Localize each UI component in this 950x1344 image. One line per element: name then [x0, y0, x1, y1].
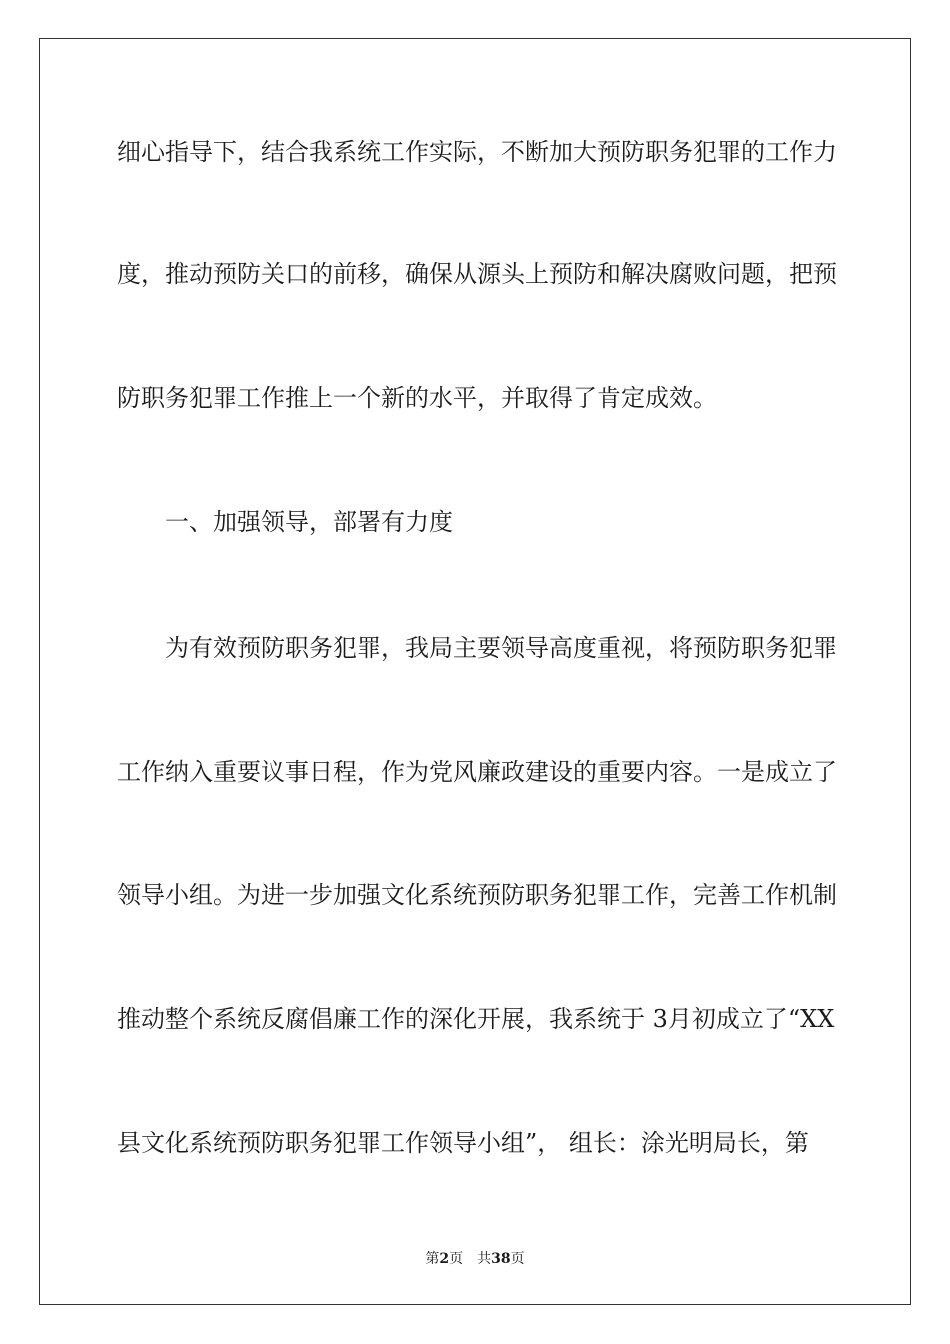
body-text-line: 领导小组。为进一步加强文化系统预防职务犯罪工作，完善工作机制	[117, 881, 837, 909]
body-text-line: 细心指导下，结合我系统工作实际，不断加大预防职务犯罪的工作力	[117, 138, 837, 166]
body-text-line: 推动整个系统反腐倡廉工作的深化开展，我系统于 3月初成立了“XX	[117, 1005, 835, 1033]
body-text-line: 工作纳入重要议事日程，作为党风廉政建设的重要内容。一是成立了	[117, 758, 837, 786]
section-heading: 一、加强领导，部署有力度	[165, 508, 453, 536]
body-text-line: 县文化系统预防职务犯罪工作领导小组”， 组长：涂光明局长，第	[117, 1129, 809, 1157]
page-border	[39, 38, 911, 1305]
total-prefix: 共	[477, 1251, 492, 1267]
total-pages: 38	[491, 1251, 511, 1267]
page-prefix: 第	[425, 1251, 440, 1267]
page-number: 2	[439, 1251, 450, 1267]
page-footer	[0, 1248, 950, 1268]
page-suffix: 页	[449, 1251, 464, 1267]
body-text-line: 为有效预防职务犯罪，我局主要领导高度重视，将预防职务犯罪	[165, 634, 837, 662]
body-text-line: 度，推动预防关口的前移，确保从源头上预防和解决腐败问题，把预	[117, 260, 837, 288]
body-text-line: 防职务犯罪工作推上一个新的水平，并取得了肯定成效。	[117, 384, 717, 412]
total-suffix: 页	[510, 1251, 525, 1267]
